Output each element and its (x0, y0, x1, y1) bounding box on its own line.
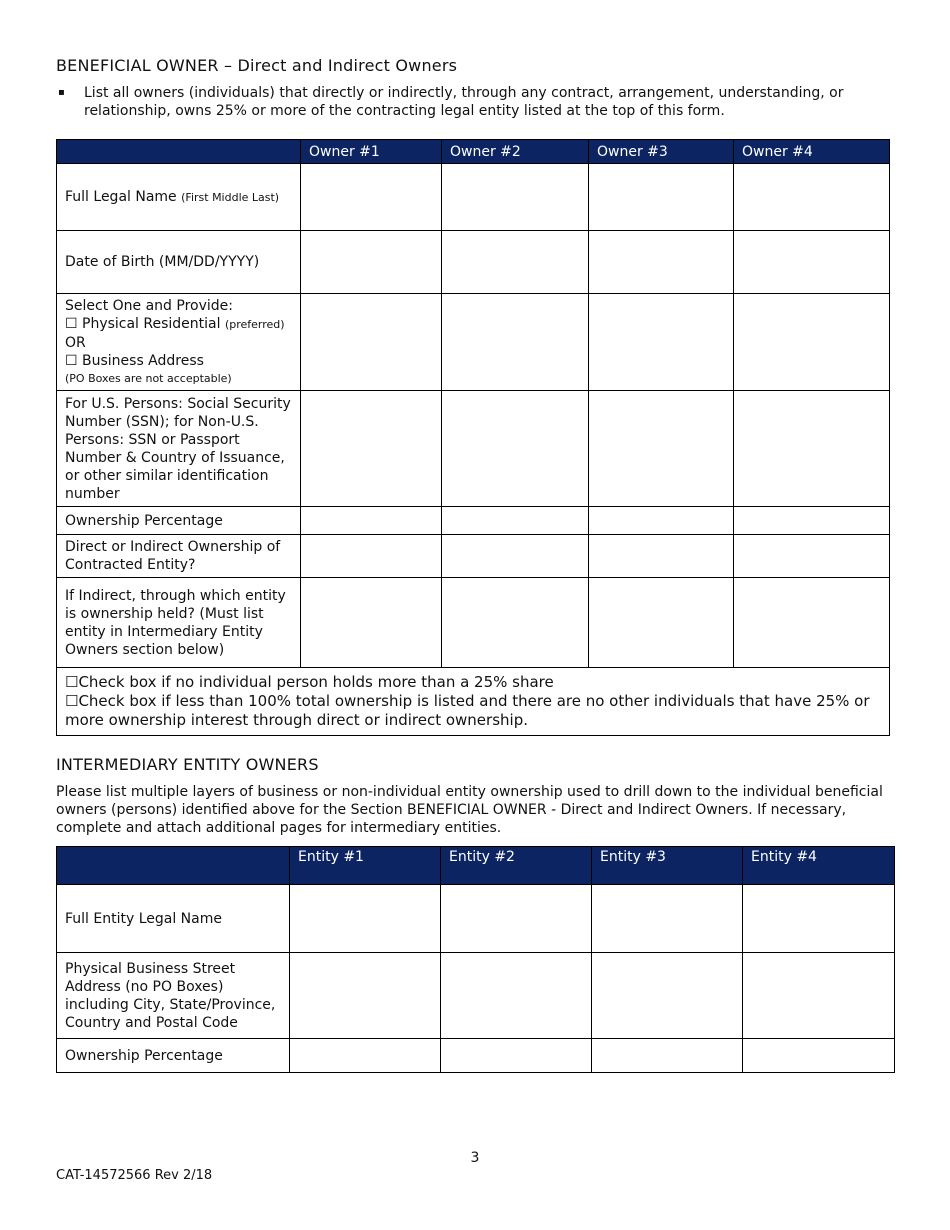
owner-4-full-name-cell[interactable] (734, 164, 890, 231)
entity-1-address-cell[interactable] (290, 953, 441, 1039)
owner-3-dob-cell[interactable] (589, 231, 734, 294)
entity-2-address-cell[interactable] (441, 953, 592, 1039)
label-ssn: For U.S. Persons: Social Security Number (SSN); for Non-U.S. Persons: SSN or Passport Number & Country of Issuance, or other similar identification number (57, 391, 301, 507)
physical-residential-checkbox[interactable]: ☐ Physical Residential (preferred) (65, 315, 285, 332)
owner-3-indirect-cell[interactable] (589, 578, 734, 668)
entity-1-pct-cell[interactable] (290, 1039, 441, 1073)
po-box-note: (PO Boxes are not acceptable) (65, 371, 232, 385)
entity-3-name-cell[interactable] (592, 885, 743, 953)
owner-4-ssn-cell[interactable] (734, 391, 890, 507)
row-checkboxes (57, 668, 890, 736)
checkbox-cell (57, 668, 890, 736)
row-if-indirect (57, 578, 890, 668)
label-entity-ownership: Ownership Percentage (57, 1039, 290, 1073)
entity-3-pct-cell[interactable] (592, 1039, 743, 1073)
select-one-text: Select One and Provide: (65, 297, 233, 314)
label-entity-legal-name: Full Entity Legal Name (57, 885, 290, 953)
owner-2-indirect-cell[interactable] (442, 578, 589, 668)
header-entity-4: Entity #4 (743, 847, 895, 885)
owner-2-address-cell[interactable] (442, 294, 589, 391)
label-ownership-percentage: Ownership Percentage (57, 507, 301, 535)
owner-3-address-cell[interactable] (589, 294, 734, 391)
owner-3-direct-cell[interactable] (589, 535, 734, 578)
less-than-100-checkbox[interactable]: ☐Check box if less than 100% total ownership is listed and there are no other individuals that have 25% or more ownership interest through direct or indirect ownership. (65, 692, 870, 729)
entity-4-address-cell[interactable] (743, 953, 895, 1039)
owner-1-pct-cell[interactable] (301, 507, 442, 535)
owner-2-ssn-cell[interactable] (442, 391, 589, 507)
row-ownership-percentage (57, 507, 890, 535)
beneficial-owner-title: BENEFICIAL OWNER – Direct and Indirect Owners (56, 56, 458, 75)
form-id: CAT-14572566 Rev 2/18 (56, 1168, 213, 1183)
owner-1-dob-cell[interactable] (301, 231, 442, 294)
label-entity-address: Physical Business Street Address (no PO Boxes) including City, State/Province, Country and Postal Code (57, 953, 290, 1039)
entity-4-pct-cell[interactable] (743, 1039, 895, 1073)
beneficial-owner-table (56, 139, 890, 736)
owner-1-ssn-cell[interactable] (301, 391, 442, 507)
row-ssn (57, 391, 890, 507)
label-direct-indirect: Direct or Indirect Ownership of Contracted Entity? (57, 535, 301, 578)
header-owner-3: Owner #3 (589, 140, 734, 164)
no-individual-25-checkbox[interactable]: ☐Check box if no individual person holds more than a 25% share (65, 673, 554, 691)
owner-1-indirect-cell[interactable] (301, 578, 442, 668)
intermediary-entity-table (56, 846, 895, 1073)
label-full-legal-name: Full Legal Name (First Middle Last) (57, 164, 301, 231)
label-date-of-birth: Date of Birth (MM/DD/YYYY) (57, 231, 301, 294)
entity-4-name-cell[interactable] (743, 885, 895, 953)
row-direct-indirect (57, 535, 890, 578)
header-blank (57, 140, 301, 164)
entity-header-blank (57, 847, 290, 885)
row-entity-legal-name (57, 885, 895, 953)
owner-2-full-name-cell[interactable] (442, 164, 589, 231)
header-owner-1: Owner #1 (301, 140, 442, 164)
row-address (57, 294, 890, 391)
owner-4-direct-cell[interactable] (734, 535, 890, 578)
label-if-indirect: If Indirect, through which entity is ownership held? (Must list entity in Intermediary Entity Owners section below) (57, 578, 301, 668)
owner-2-direct-cell[interactable] (442, 535, 589, 578)
owner-1-full-name-cell[interactable] (301, 164, 442, 231)
entity-2-name-cell[interactable] (441, 885, 592, 953)
header-owner-2: Owner #2 (442, 140, 589, 164)
owner-3-pct-cell[interactable] (589, 507, 734, 535)
owner-1-direct-cell[interactable] (301, 535, 442, 578)
entity-3-address-cell[interactable] (592, 953, 743, 1039)
row-full-legal-name (57, 164, 890, 231)
row-entity-address (57, 953, 895, 1039)
business-address-checkbox[interactable]: ☐ Business Address (65, 352, 204, 369)
owner-2-pct-cell[interactable] (442, 507, 589, 535)
bullet-icon: ▪ (58, 87, 65, 98)
owner-1-address-cell[interactable] (301, 294, 442, 391)
header-entity-1: Entity #1 (290, 847, 441, 885)
instruction-bullet (58, 84, 874, 120)
or-text: OR (65, 334, 86, 351)
entity-2-pct-cell[interactable] (441, 1039, 592, 1073)
instruction-text: List all owners (individuals) that directly or indirectly, through any contract, arrangement, understanding, or relationship, owns 25% or more of the contracting legal entity listed at the top of this form. (84, 85, 844, 119)
owner-4-dob-cell[interactable] (734, 231, 890, 294)
owner-3-full-name-cell[interactable] (589, 164, 734, 231)
owner-4-indirect-cell[interactable] (734, 578, 890, 668)
owner-2-dob-cell[interactable] (442, 231, 589, 294)
owner-4-address-cell[interactable] (734, 294, 890, 391)
header-entity-2: Entity #2 (441, 847, 592, 885)
intermediary-title: INTERMEDIARY ENTITY OWNERS (56, 755, 319, 774)
owner-3-ssn-cell[interactable] (589, 391, 734, 507)
row-entity-ownership (57, 1039, 895, 1073)
page-number: 3 (470, 1150, 480, 1166)
header-entity-3: Entity #3 (592, 847, 743, 885)
intermediary-intro: Please list multiple layers of business or non-individual entity ownership used to drill down to the individual beneficial owners (persons) identified above for the Section BENEFICIAL OWNER - Direct and Indirect Owners. If necessary, complete and attach additional pages for intermediary entities. (56, 784, 883, 836)
entity-1-name-cell[interactable] (290, 885, 441, 953)
label-address-select (57, 294, 301, 391)
row-date-of-birth (57, 231, 890, 294)
owner-4-pct-cell[interactable] (734, 507, 890, 535)
header-owner-4: Owner #4 (734, 140, 890, 164)
